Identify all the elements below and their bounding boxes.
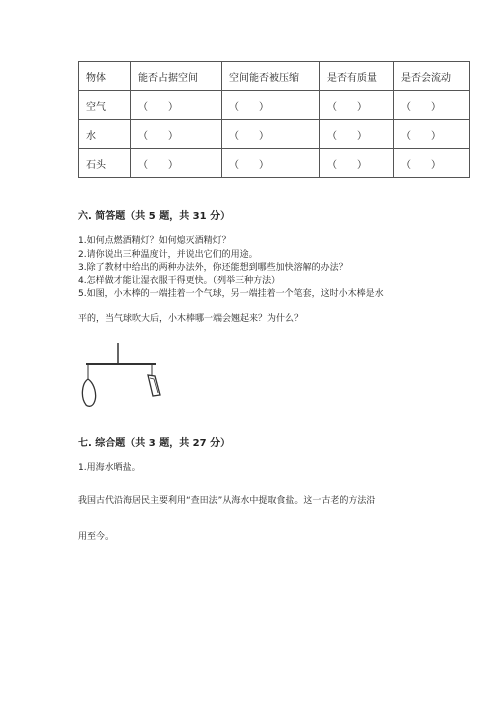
question-4: 4.怎样做才能让湿衣服干得更快。（列举三种方法）	[78, 276, 281, 286]
question-3: 3.除了教材中给出的两种办法外，你还能想到哪些加快溶解的办法？	[78, 263, 348, 273]
header-cell: 是否有质量	[320, 62, 394, 91]
header-cell: 是否会流动	[394, 62, 470, 91]
section-7-question-1: 1.用海水晒盐。	[78, 463, 141, 473]
row-label: 水	[79, 120, 131, 149]
answer-blank[interactable]: （ ）	[320, 91, 394, 120]
question-5-line1: 5.如图，小木棒的一端挂着一个气球，另一端挂着一个笔套，这时小木棒是水	[78, 289, 384, 299]
balloon-icon	[82, 379, 95, 406]
question-1: 1.如何点燃酒精灯？如何熄灭酒精灯？	[78, 236, 231, 246]
header-cell: 能否占据空间	[131, 62, 222, 91]
row-label: 石头	[79, 149, 131, 178]
header-cell: 空间能否被压缩	[222, 62, 320, 91]
question-2: 2.请你说出三种温度计，并说出它们的用途。	[78, 250, 258, 260]
table-row	[79, 91, 470, 120]
balance-stick-figure	[74, 343, 174, 413]
section-6-title: 六. 简答题（共 5 题，共 31 分）	[78, 211, 231, 222]
answer-blank[interactable]: （ ）	[394, 91, 470, 120]
answer-blank[interactable]: （ ）	[394, 120, 470, 149]
header-cell: 物体	[79, 62, 131, 91]
section-7-title: 七. 综合题（共 3 题，共 27 分）	[78, 438, 231, 449]
answer-blank[interactable]: （ ）	[320, 149, 394, 178]
question-5-line2: 平的，当气球吹大后，小木棒哪一端会翘起来？为什么？	[78, 314, 304, 324]
answer-blank[interactable]: （ ）	[131, 91, 222, 120]
row-label: 空气	[79, 91, 131, 120]
answer-blank[interactable]: （ ）	[222, 120, 320, 149]
properties-table	[78, 61, 470, 178]
table-row	[79, 120, 470, 149]
passage-line-1: 我国古代沿海居民主要利用“查田法”从海水中提取食盐。这一古老的方法沿	[78, 496, 376, 506]
answer-blank[interactable]: （ ）	[131, 149, 222, 178]
table-row	[79, 149, 470, 178]
table-header-row	[79, 62, 470, 91]
answer-blank[interactable]: （ ）	[320, 120, 394, 149]
answer-blank[interactable]: （ ）	[222, 149, 320, 178]
answer-blank[interactable]: （ ）	[394, 149, 470, 178]
passage-line-2: 用至今。	[78, 532, 115, 542]
answer-blank[interactable]: （ ）	[131, 120, 222, 149]
answer-blank[interactable]: （ ）	[222, 91, 320, 120]
